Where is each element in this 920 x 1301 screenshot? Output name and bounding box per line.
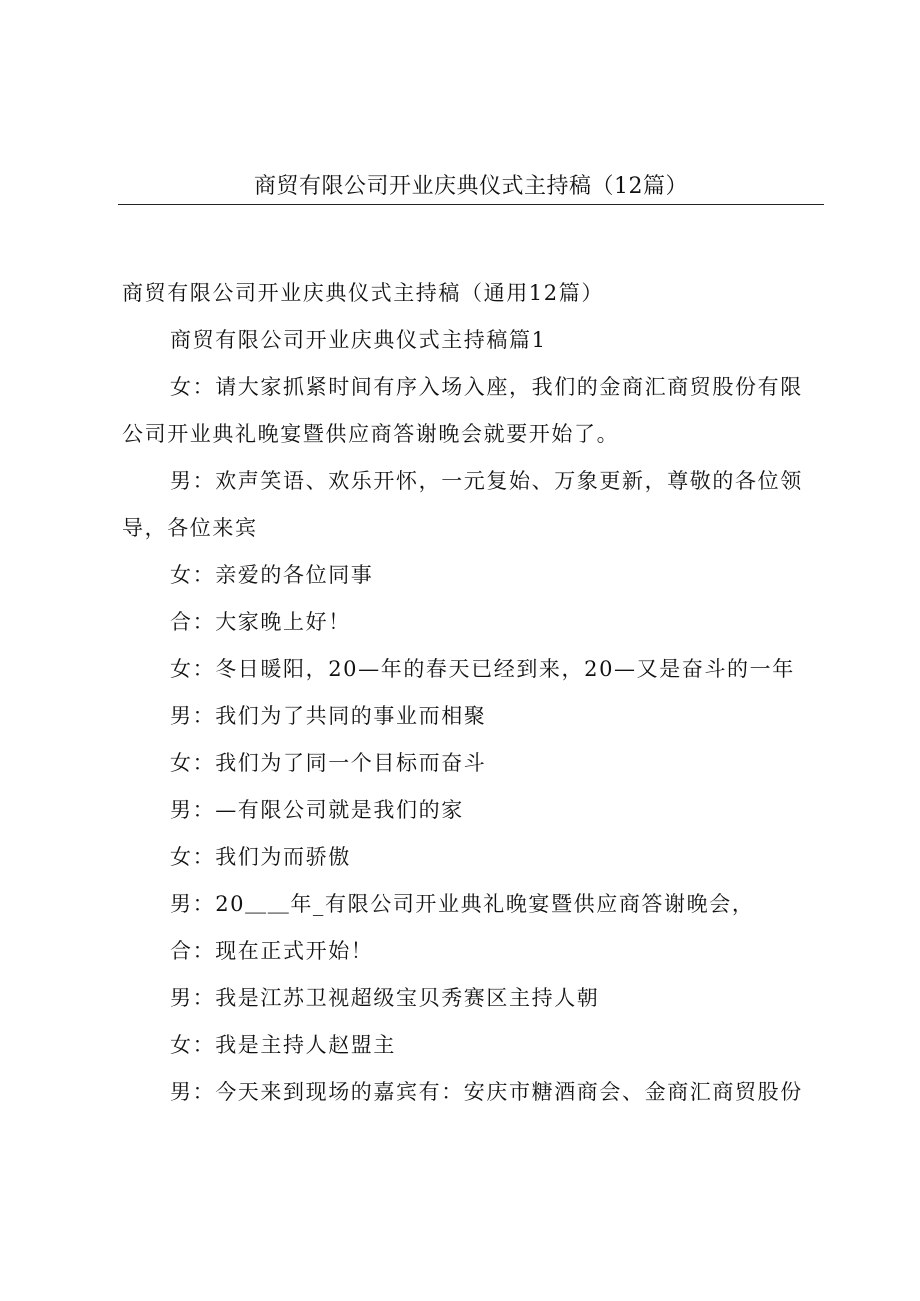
dialogue-line [122, 466, 822, 543]
dialogue-text: 男：欢声笑语、欢乐开怀，一元复始、万象更新，尊敬的各位领 [170, 469, 803, 493]
dialogue-line: 男：我是江苏卫视超级宝贝秀赛区主持人朝 [170, 986, 600, 1010]
document-title: 商贸有限公司开业庆典仪式主持稿（12篇） [254, 174, 688, 199]
dialogue-line: 合：现在正式开始！ [170, 939, 374, 963]
dialogue-line: 女：亲爱的各位同事 [170, 563, 374, 587]
dialogue-line: 女：我是主持人赵盟主 [170, 1033, 396, 1057]
dialogue-line: 男：20＿＿年_有限公司开业典礼晚宴暨供应商答谢晚会， [170, 892, 755, 916]
dialogue-line: 男：今天来到现场的嘉宾有：安庆市糖酒商会、金商汇商贸股份 [170, 1080, 803, 1104]
dialogue-line: 合：大家晚上好！ [170, 610, 351, 634]
dialogue-line [122, 372, 822, 449]
dialogue-line: 女：我们为而骄傲 [170, 845, 351, 869]
document-heading: 商贸有限公司开业庆典仪式主持稿（通用12篇） [122, 281, 604, 305]
dialogue-line: 男：—有限公司就是我们的家 [170, 798, 464, 822]
dialogue-line: 女：冬日暖阳，20—年的春天已经到来，20—又是奋斗的一年 [170, 657, 795, 681]
dialogue-text: 女：请大家抓紧时间有序入场入座，我们的金商汇商贸股份有限 [170, 375, 803, 399]
section-title: 商贸有限公司开业庆典仪式主持稿篇1 [170, 328, 547, 352]
dialogue-line: 男：我们为了共同的事业而相聚 [170, 704, 487, 728]
document-body [122, 278, 822, 1124]
dialogue-text-continued: 公司开业典礼晚宴暨供应商答谢晚会就要开始了。 [122, 422, 620, 446]
dialogue-text-continued: 导，各位来宾 [122, 516, 258, 540]
title-underline [118, 204, 824, 205]
dialogue-line: 女：我们为了同一个目标而奋斗 [170, 751, 487, 775]
